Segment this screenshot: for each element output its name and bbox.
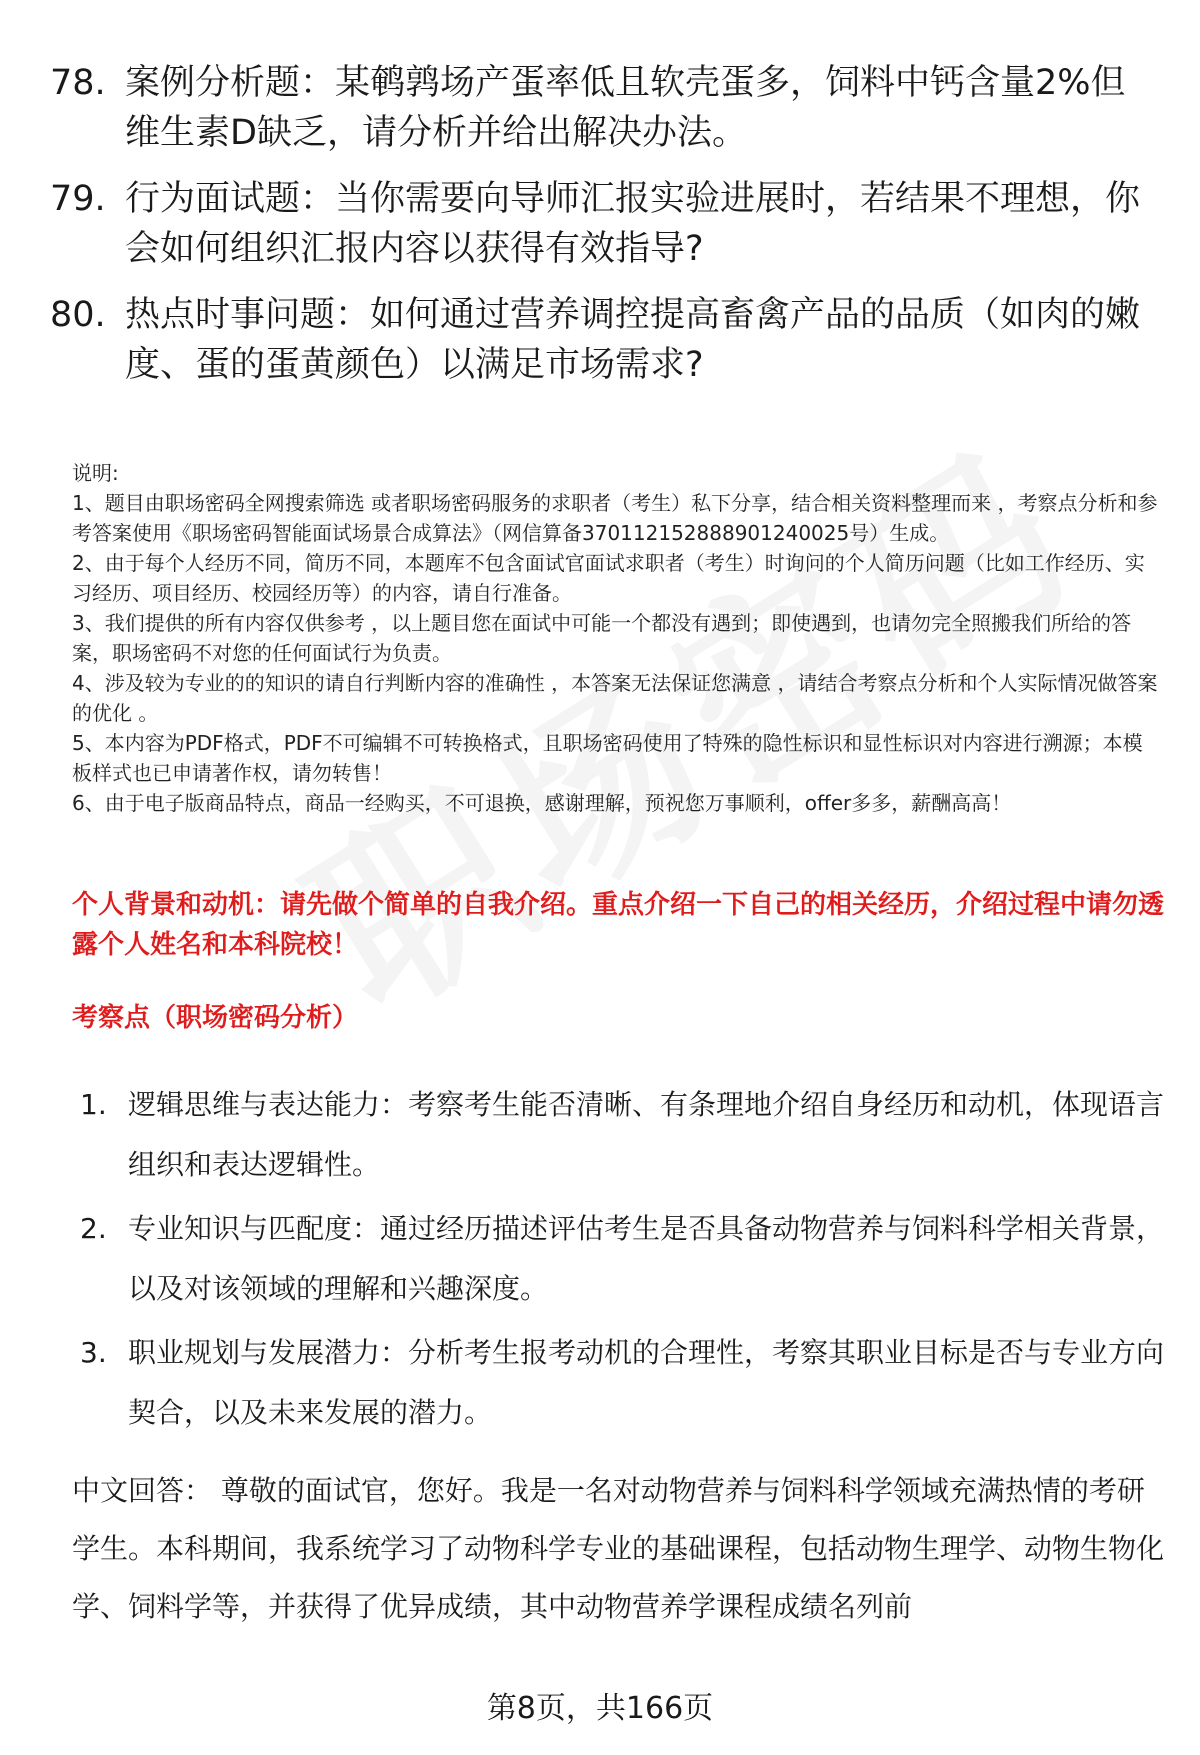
section-heading: 个人背景和动机：请先做个简单的自我介绍。重点介绍一下自己的相关经历，介绍过程中请勿透露个人姓名和本科院校！ [72,890,1165,960]
point-item [80,1323,1170,1443]
point-text: 职业规划与发展潜力：分析考生报考动机的合理性，考察其职业目标是否与专业方向契合，以及未来发展的潜力。 [128,1336,1165,1429]
note-item: 5、本内容为PDF格式，PDF不可编辑不可转换格式，且职场密码使用了特殊的隐性标识和显性标识对内容进行溯源；本模板样式也已申请著作权，请勿转售！ [72,731,1143,785]
note-item: 6、由于电子版商品特点，商品一经购买，不可退换，感谢理解，预祝您万事顺利，offer多多，薪酬高高！ [72,791,1012,815]
question-list [50,58,1160,406]
answer-text: 中文回答： 尊敬的面试官，您好。我是一名对动物营养与饲料科学领域充满热情的考研学生。本科期间，我系统学习了动物科学专业的基础课程，包括动物生理学、动物生物化学、饲料学等，并获得了优异成绩，其中动物营养学课程成绩名列前 [72,1474,1165,1623]
question-item [50,290,1160,390]
question-number: 80. [50,295,106,335]
point-number: 3. [80,1336,107,1369]
point-text: 逻辑思维与表达能力：考察考生能否清晰、有条理地介绍自身经历和动机，体现语言组织和表达逻辑性。 [128,1088,1165,1181]
question-number: 78. [50,63,106,103]
point-item [80,1075,1170,1195]
question-item [50,58,1160,158]
note-item: 3、我们提供的所有内容仅供参考 ，以上题目您在面试中可能一个都没有遇到；即使遇到，也请勿完全照搬我们所给的答案，职场密码不对您的任何面试行为负责。 [72,611,1132,665]
note-item: 2、由于每个人经历不同，简历不同，本题库不包含面试官面试求职者（考生）时询问的个人简历问题（比如工作经历、实习经历、项目经历、校园经历等）的内容，请自行准备。 [72,551,1145,605]
notes-block [72,458,1162,818]
question-item [50,174,1160,274]
page-number: 第8页，共166页 [486,1691,714,1726]
point-number: 1. [80,1088,107,1121]
note-item: 4、涉及较为专业的的知识的请自行判断内容的准确性 ，本答案无法保证您满意 ，请结合考察点分析和个人实际情况做答案的优化 。 [72,671,1158,725]
section-subheading: 考察点（职场密码分析） [72,1003,359,1033]
notes-title: 说明: [72,461,119,485]
assessment-points [80,1075,1170,1447]
point-text: 专业知识与匹配度：通过经历描述评估考生是否具备动物营养与饲料科学相关背景，以及对该领域的理解和兴趣深度。 [128,1212,1165,1305]
question-text: 案例分析题：某鹌鹑场产蛋率低且软壳蛋多，饲料中钙含量2%但维生素D缺乏，请分析并给出解决办法。 [125,63,1126,153]
point-number: 2. [80,1212,107,1245]
point-item [80,1199,1170,1319]
question-text: 热点时事问题：如何通过营养调控提高畜禽产品的品质（如肉的嫩度、蛋的蛋黄颜色）以满足市场需求? [125,295,1141,385]
question-number: 79. [50,179,106,219]
note-item: 1、题目由职场密码全网搜索筛选 或者职场密码服务的求职者（考生）私下分享，结合相关资料整理而来 ，考察点分析和参考答案使用《职场密码智能面试场景合成算法》（网信算备370112152888901240025号）生成。 [72,491,1158,545]
question-text: 行为面试题：当你需要向导师汇报实验进展时，若结果不理想，你会如何组织汇报内容以获得有效指导? [125,179,1141,269]
